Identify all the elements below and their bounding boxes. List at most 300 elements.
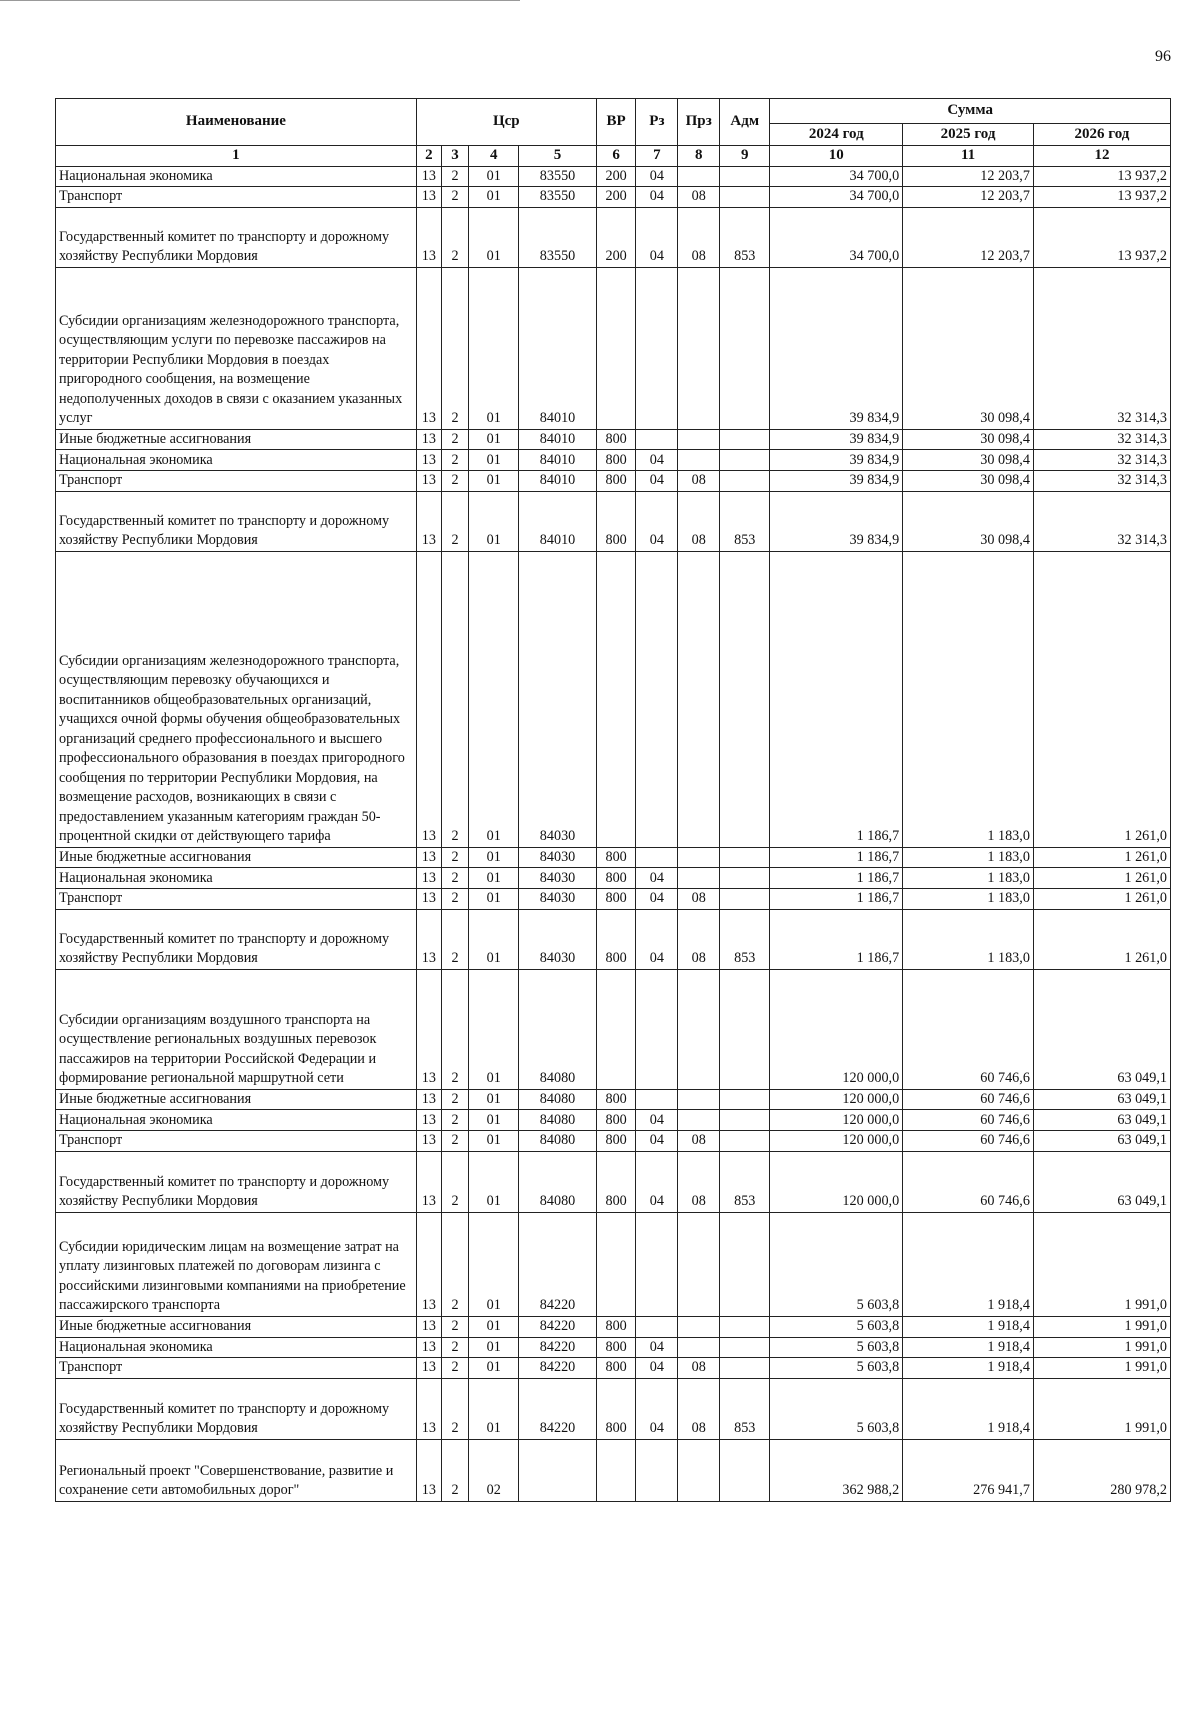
row-adm <box>720 889 770 910</box>
row-csr-program: 13 <box>416 1316 441 1337</box>
col-number: 10 <box>770 146 903 167</box>
row-sum-2025: 12 203,7 <box>903 187 1034 208</box>
row-vr <box>596 267 636 429</box>
row-prz <box>678 1212 720 1316</box>
header-name: Наименование <box>56 99 417 146</box>
row-rz: 04 <box>636 207 678 267</box>
row-csr-subprogram: 2 <box>441 267 468 429</box>
row-prz: 08 <box>678 1378 720 1439</box>
row-rz <box>636 429 678 450</box>
row-sum-2025: 60 746,6 <box>903 1151 1034 1212</box>
row-name: Субсидии организациям железнодорожного транспорта, осуществляющим перевозку обучающихся и воспитанников общеобразовательных организаций, учащихся очной формы обучения общеобразовательных организаций среднего профессионального и высшего профессионального образования в поездах пригородного сообщения по территории Республики Мордовия, на возмещение расходов, возникающих в связи с предоставлением указанным категориям граждан 50-процентной скидки от действующего тарифа <box>56 551 417 847</box>
row-csr-event: 01 <box>469 1089 519 1110</box>
row-sum-2026: 1 261,0 <box>1033 551 1170 847</box>
row-csr-event: 01 <box>469 1110 519 1131</box>
header-csr: Цср <box>416 99 596 146</box>
row-sum-2025: 1 183,0 <box>903 847 1034 868</box>
row-sum-2025: 276 941,7 <box>903 1439 1034 1501</box>
row-csr-event: 01 <box>469 868 519 889</box>
row-prz <box>678 450 720 471</box>
row-sum-2026: 1 991,0 <box>1033 1212 1170 1316</box>
row-name: Иные бюджетные ассигнования <box>56 847 417 868</box>
row-csr-subprogram: 2 <box>441 471 468 492</box>
row-csr-subprogram: 2 <box>441 1358 468 1379</box>
table-row <box>56 1089 1171 1110</box>
row-adm <box>720 267 770 429</box>
row-csr-direction: 83550 <box>519 187 596 208</box>
row-vr: 800 <box>596 1316 636 1337</box>
row-sum-2024: 1 186,7 <box>770 868 903 889</box>
row-name: Национальная экономика <box>56 868 417 889</box>
row-rz: 04 <box>636 1110 678 1131</box>
row-csr-subprogram: 2 <box>441 551 468 847</box>
row-sum-2025: 1 918,4 <box>903 1378 1034 1439</box>
row-vr: 200 <box>596 187 636 208</box>
row-sum-2024: 5 603,8 <box>770 1212 903 1316</box>
row-csr-subprogram: 2 <box>441 187 468 208</box>
row-csr-program: 13 <box>416 1337 441 1358</box>
row-rz: 04 <box>636 1378 678 1439</box>
row-rz: 04 <box>636 909 678 969</box>
row-prz <box>678 267 720 429</box>
row-csr-event: 01 <box>469 207 519 267</box>
row-sum-2025: 12 203,7 <box>903 207 1034 267</box>
row-prz <box>678 166 720 187</box>
row-csr-direction: 83550 <box>519 166 596 187</box>
col-number: 3 <box>441 146 468 167</box>
row-csr-event: 01 <box>469 187 519 208</box>
table-row <box>56 909 1171 969</box>
row-csr-subprogram: 2 <box>441 1110 468 1131</box>
row-csr-subprogram: 2 <box>441 1337 468 1358</box>
row-rz: 04 <box>636 889 678 910</box>
row-rz <box>636 1089 678 1110</box>
row-csr-direction: 84220 <box>519 1212 596 1316</box>
row-csr-subprogram: 2 <box>441 429 468 450</box>
row-sum-2024: 120 000,0 <box>770 1151 903 1212</box>
row-adm: 853 <box>720 1151 770 1212</box>
row-adm <box>720 1131 770 1152</box>
row-csr-direction: 84010 <box>519 450 596 471</box>
row-csr-program: 13 <box>416 471 441 492</box>
row-name: Субсидии организациям воздушного транспорта на осуществление региональных воздушных перевозок пассажиров на территории Российской Федерации и формирование региональной маршрутной сети <box>56 969 417 1089</box>
row-csr-direction: 84010 <box>519 429 596 450</box>
table-row <box>56 1439 1171 1501</box>
row-prz: 08 <box>678 1131 720 1152</box>
row-adm <box>720 868 770 889</box>
row-prz <box>678 1110 720 1131</box>
row-sum-2025: 12 203,7 <box>903 166 1034 187</box>
header-year-2024: 2024 год <box>770 124 903 146</box>
row-adm: 853 <box>720 207 770 267</box>
row-csr-program: 13 <box>416 1378 441 1439</box>
row-prz <box>678 1439 720 1501</box>
row-sum-2024: 120 000,0 <box>770 1089 903 1110</box>
row-csr-direction: 84080 <box>519 969 596 1089</box>
row-rz <box>636 551 678 847</box>
row-name: Региональный проект "Совершенствование, развитие и сохранение сети автомобильных дорог" <box>56 1439 417 1501</box>
row-csr-subprogram: 2 <box>441 1212 468 1316</box>
table-row <box>56 166 1171 187</box>
row-sum-2026: 1 261,0 <box>1033 889 1170 910</box>
row-sum-2025: 30 098,4 <box>903 267 1034 429</box>
row-rz <box>636 847 678 868</box>
row-csr-program: 13 <box>416 1212 441 1316</box>
table-row <box>56 868 1171 889</box>
row-vr: 800 <box>596 1151 636 1212</box>
row-vr: 800 <box>596 1337 636 1358</box>
row-prz: 08 <box>678 1151 720 1212</box>
row-vr: 800 <box>596 1110 636 1131</box>
table-row <box>56 1212 1171 1316</box>
row-csr-subprogram: 2 <box>441 847 468 868</box>
row-sum-2026: 13 937,2 <box>1033 166 1170 187</box>
row-sum-2024: 120 000,0 <box>770 969 903 1089</box>
row-sum-2026: 1 261,0 <box>1033 868 1170 889</box>
row-csr-direction: 84030 <box>519 889 596 910</box>
row-csr-program: 13 <box>416 207 441 267</box>
header-adm: Адм <box>720 99 770 146</box>
row-sum-2024: 39 834,9 <box>770 267 903 429</box>
row-vr: 800 <box>596 471 636 492</box>
row-sum-2026: 32 314,3 <box>1033 491 1170 551</box>
row-csr-direction: 84030 <box>519 847 596 868</box>
row-name: Транспорт <box>56 471 417 492</box>
row-prz: 08 <box>678 889 720 910</box>
row-vr: 800 <box>596 889 636 910</box>
table-row <box>56 1378 1171 1439</box>
row-csr-direction: 83550 <box>519 207 596 267</box>
table-row <box>56 1358 1171 1379</box>
row-sum-2025: 30 098,4 <box>903 471 1034 492</box>
page-number: 96 <box>1155 48 1171 65</box>
row-csr-event: 01 <box>469 847 519 868</box>
table-row <box>56 491 1171 551</box>
row-rz: 04 <box>636 471 678 492</box>
row-sum-2024: 1 186,7 <box>770 847 903 868</box>
row-sum-2026: 63 049,1 <box>1033 1151 1170 1212</box>
table-row <box>56 429 1171 450</box>
row-sum-2024: 5 603,8 <box>770 1337 903 1358</box>
row-adm <box>720 1089 770 1110</box>
row-vr: 800 <box>596 909 636 969</box>
row-vr: 800 <box>596 847 636 868</box>
row-sum-2026: 13 937,2 <box>1033 187 1170 208</box>
row-csr-program: 13 <box>416 969 441 1089</box>
row-csr-program: 13 <box>416 267 441 429</box>
row-sum-2026: 32 314,3 <box>1033 429 1170 450</box>
row-csr-subprogram: 2 <box>441 1131 468 1152</box>
row-csr-program: 13 <box>416 1358 441 1379</box>
row-csr-direction: 84080 <box>519 1151 596 1212</box>
row-name: Государственный комитет по транспорту и дорожному хозяйству Республики Мордовия <box>56 1151 417 1212</box>
row-vr: 800 <box>596 429 636 450</box>
row-csr-event: 01 <box>469 267 519 429</box>
row-sum-2026: 1 261,0 <box>1033 909 1170 969</box>
table-row <box>56 187 1171 208</box>
row-rz <box>636 1212 678 1316</box>
row-vr: 200 <box>596 166 636 187</box>
row-adm: 853 <box>720 491 770 551</box>
row-csr-event: 01 <box>469 1131 519 1152</box>
row-vr: 800 <box>596 1131 636 1152</box>
row-csr-event: 01 <box>469 1151 519 1212</box>
row-sum-2025: 30 098,4 <box>903 429 1034 450</box>
row-csr-event: 01 <box>469 429 519 450</box>
row-csr-direction: 84080 <box>519 1131 596 1152</box>
row-adm <box>720 429 770 450</box>
row-sum-2024: 1 186,7 <box>770 889 903 910</box>
row-sum-2026: 1 991,0 <box>1033 1358 1170 1379</box>
row-csr-event: 01 <box>469 1316 519 1337</box>
row-rz: 04 <box>636 1337 678 1358</box>
row-adm <box>720 1110 770 1131</box>
row-sum-2025: 30 098,4 <box>903 491 1034 551</box>
row-csr-direction: 84220 <box>519 1337 596 1358</box>
row-sum-2024: 5 603,8 <box>770 1378 903 1439</box>
col-number: 6 <box>596 146 636 167</box>
row-prz <box>678 969 720 1089</box>
row-name: Государственный комитет по транспорту и дорожному хозяйству Республики Мордовия <box>56 207 417 267</box>
row-name: Транспорт <box>56 187 417 208</box>
header-rz: Рз <box>636 99 678 146</box>
table-row <box>56 207 1171 267</box>
row-sum-2025: 1 918,4 <box>903 1337 1034 1358</box>
row-sum-2026: 63 049,1 <box>1033 969 1170 1089</box>
row-rz: 04 <box>636 187 678 208</box>
row-name: Иные бюджетные ассигнования <box>56 429 417 450</box>
row-sum-2024: 39 834,9 <box>770 429 903 450</box>
row-vr <box>596 969 636 1089</box>
row-adm <box>720 1337 770 1358</box>
header-prz: Прз <box>678 99 720 146</box>
row-csr-event: 01 <box>469 1212 519 1316</box>
row-sum-2026: 32 314,3 <box>1033 267 1170 429</box>
row-csr-program: 13 <box>416 491 441 551</box>
row-sum-2025: 60 746,6 <box>903 1131 1034 1152</box>
row-csr-program: 13 <box>416 1089 441 1110</box>
row-csr-subprogram: 2 <box>441 207 468 267</box>
row-csr-direction: 84220 <box>519 1316 596 1337</box>
header-sum: Сумма <box>770 99 1171 124</box>
row-csr-direction: 84010 <box>519 267 596 429</box>
col-number: 4 <box>469 146 519 167</box>
col-number: 8 <box>678 146 720 167</box>
row-name: Национальная экономика <box>56 166 417 187</box>
row-adm <box>720 1316 770 1337</box>
row-name: Транспорт <box>56 1358 417 1379</box>
row-csr-subprogram: 2 <box>441 909 468 969</box>
row-name: Субсидии организациям железнодорожного транспорта, осуществляющим услуги по перевозке пассажиров на территории Республики Мордовия в поездах пригородного сообщения, на возмещение недополученных доходов в связи с оказанием указанных услуг <box>56 267 417 429</box>
header-year-2025: 2025 год <box>903 124 1034 146</box>
row-csr-event: 01 <box>469 909 519 969</box>
row-sum-2026: 13 937,2 <box>1033 207 1170 267</box>
row-csr-subprogram: 2 <box>441 868 468 889</box>
row-rz <box>636 1439 678 1501</box>
row-adm: 853 <box>720 1378 770 1439</box>
row-csr-event: 01 <box>469 969 519 1089</box>
row-prz: 08 <box>678 491 720 551</box>
row-sum-2025: 60 746,6 <box>903 1089 1034 1110</box>
row-prz <box>678 1316 720 1337</box>
row-csr-program: 13 <box>416 450 441 471</box>
table-row <box>56 889 1171 910</box>
table-row <box>56 1337 1171 1358</box>
row-sum-2024: 34 700,0 <box>770 207 903 267</box>
row-csr-program: 13 <box>416 551 441 847</box>
row-vr <box>596 1212 636 1316</box>
row-prz: 08 <box>678 207 720 267</box>
row-sum-2026: 63 049,1 <box>1033 1131 1170 1152</box>
row-csr-direction: 84030 <box>519 909 596 969</box>
row-csr-direction: 84220 <box>519 1358 596 1379</box>
row-rz: 04 <box>636 166 678 187</box>
row-csr-subprogram: 2 <box>441 1151 468 1212</box>
row-sum-2024: 34 700,0 <box>770 166 903 187</box>
row-rz: 04 <box>636 1358 678 1379</box>
row-adm <box>720 847 770 868</box>
row-sum-2025: 1 183,0 <box>903 551 1034 847</box>
row-sum-2024: 1 186,7 <box>770 551 903 847</box>
col-number: 1 <box>56 146 417 167</box>
row-adm <box>720 166 770 187</box>
row-vr: 800 <box>596 1358 636 1379</box>
row-vr: 800 <box>596 491 636 551</box>
col-number: 11 <box>903 146 1034 167</box>
row-sum-2026: 280 978,2 <box>1033 1439 1170 1501</box>
row-sum-2026: 1 991,0 <box>1033 1337 1170 1358</box>
row-adm <box>720 187 770 208</box>
row-sum-2025: 1 918,4 <box>903 1212 1034 1316</box>
row-sum-2026: 1 991,0 <box>1033 1316 1170 1337</box>
row-sum-2024: 39 834,9 <box>770 450 903 471</box>
table-row <box>56 1316 1171 1337</box>
row-sum-2024: 5 603,8 <box>770 1358 903 1379</box>
row-prz <box>678 429 720 450</box>
row-csr-event: 01 <box>469 491 519 551</box>
row-sum-2025: 1 183,0 <box>903 889 1034 910</box>
row-rz: 04 <box>636 1131 678 1152</box>
row-csr-program: 13 <box>416 1110 441 1131</box>
table-row <box>56 471 1171 492</box>
row-csr-direction: 84010 <box>519 471 596 492</box>
row-name: Государственный комитет по транспорту и дорожному хозяйству Республики Мордовия <box>56 491 417 551</box>
row-rz <box>636 969 678 1089</box>
row-rz: 04 <box>636 1151 678 1212</box>
row-vr: 800 <box>596 1378 636 1439</box>
row-csr-event: 01 <box>469 1378 519 1439</box>
row-sum-2026: 63 049,1 <box>1033 1089 1170 1110</box>
row-sum-2025: 60 746,6 <box>903 969 1034 1089</box>
row-csr-subprogram: 2 <box>441 1378 468 1439</box>
row-vr: 800 <box>596 868 636 889</box>
row-csr-event: 01 <box>469 471 519 492</box>
row-name: Государственный комитет по транспорту и дорожному хозяйству Республики Мордовия <box>56 909 417 969</box>
row-csr-program: 13 <box>416 847 441 868</box>
row-prz <box>678 1089 720 1110</box>
row-sum-2026: 63 049,1 <box>1033 1110 1170 1131</box>
row-vr: 800 <box>596 450 636 471</box>
row-csr-subprogram: 2 <box>441 491 468 551</box>
row-name: Национальная экономика <box>56 1110 417 1131</box>
row-sum-2024: 34 700,0 <box>770 187 903 208</box>
header-year-2026: 2026 год <box>1033 124 1170 146</box>
scan-top-line <box>0 0 520 1</box>
row-vr: 200 <box>596 207 636 267</box>
row-csr-program: 13 <box>416 889 441 910</box>
row-csr-subprogram: 2 <box>441 969 468 1089</box>
row-name: Субсидии юридическим лицам на возмещение затрат на уплату лизинговых платежей по договорам лизинга с российскими лизинговыми компаниями на приобретение пассажирского транспорта <box>56 1212 417 1316</box>
row-prz <box>678 551 720 847</box>
row-sum-2026: 1 261,0 <box>1033 847 1170 868</box>
row-sum-2024: 5 603,8 <box>770 1316 903 1337</box>
row-csr-program: 13 <box>416 187 441 208</box>
col-number: 9 <box>720 146 770 167</box>
row-csr-program: 13 <box>416 166 441 187</box>
table-row <box>56 450 1171 471</box>
row-adm <box>720 1358 770 1379</box>
row-prz <box>678 868 720 889</box>
row-csr-event: 02 <box>469 1439 519 1501</box>
row-csr-event: 01 <box>469 166 519 187</box>
row-adm <box>720 450 770 471</box>
row-csr-direction: 84030 <box>519 868 596 889</box>
row-sum-2025: 1 918,4 <box>903 1316 1034 1337</box>
row-csr-direction <box>519 1439 596 1501</box>
row-name: Национальная экономика <box>56 450 417 471</box>
row-csr-program: 13 <box>416 1151 441 1212</box>
row-adm <box>720 1439 770 1501</box>
row-adm: 853 <box>720 909 770 969</box>
table-row <box>56 551 1171 847</box>
col-number: 2 <box>416 146 441 167</box>
row-name: Государственный комитет по транспорту и дорожному хозяйству Республики Мордовия <box>56 1378 417 1439</box>
row-adm <box>720 1212 770 1316</box>
row-csr-event: 01 <box>469 1358 519 1379</box>
budget-table <box>55 98 1171 1502</box>
table-row <box>56 1131 1171 1152</box>
row-sum-2025: 1 183,0 <box>903 868 1034 889</box>
row-name: Транспорт <box>56 1131 417 1152</box>
row-sum-2024: 362 988,2 <box>770 1439 903 1501</box>
row-sum-2025: 30 098,4 <box>903 450 1034 471</box>
row-prz <box>678 1337 720 1358</box>
header-vr: ВР <box>596 99 636 146</box>
row-csr-direction: 84080 <box>519 1089 596 1110</box>
row-vr: 800 <box>596 1089 636 1110</box>
row-csr-program: 13 <box>416 429 441 450</box>
row-sum-2024: 39 834,9 <box>770 491 903 551</box>
row-rz: 04 <box>636 491 678 551</box>
row-csr-subprogram: 2 <box>441 889 468 910</box>
row-vr <box>596 1439 636 1501</box>
row-csr-subprogram: 2 <box>441 450 468 471</box>
row-sum-2025: 60 746,6 <box>903 1110 1034 1131</box>
table-header <box>56 99 1171 167</box>
row-csr-program: 13 <box>416 909 441 969</box>
row-csr-program: 13 <box>416 1131 441 1152</box>
row-csr-event: 01 <box>469 889 519 910</box>
column-number-row <box>56 146 1171 167</box>
row-prz: 08 <box>678 471 720 492</box>
table-body <box>56 166 1171 1501</box>
row-csr-direction: 84220 <box>519 1378 596 1439</box>
row-csr-subprogram: 2 <box>441 1089 468 1110</box>
row-name: Транспорт <box>56 889 417 910</box>
row-rz <box>636 267 678 429</box>
row-adm <box>720 551 770 847</box>
table-row <box>56 267 1171 429</box>
